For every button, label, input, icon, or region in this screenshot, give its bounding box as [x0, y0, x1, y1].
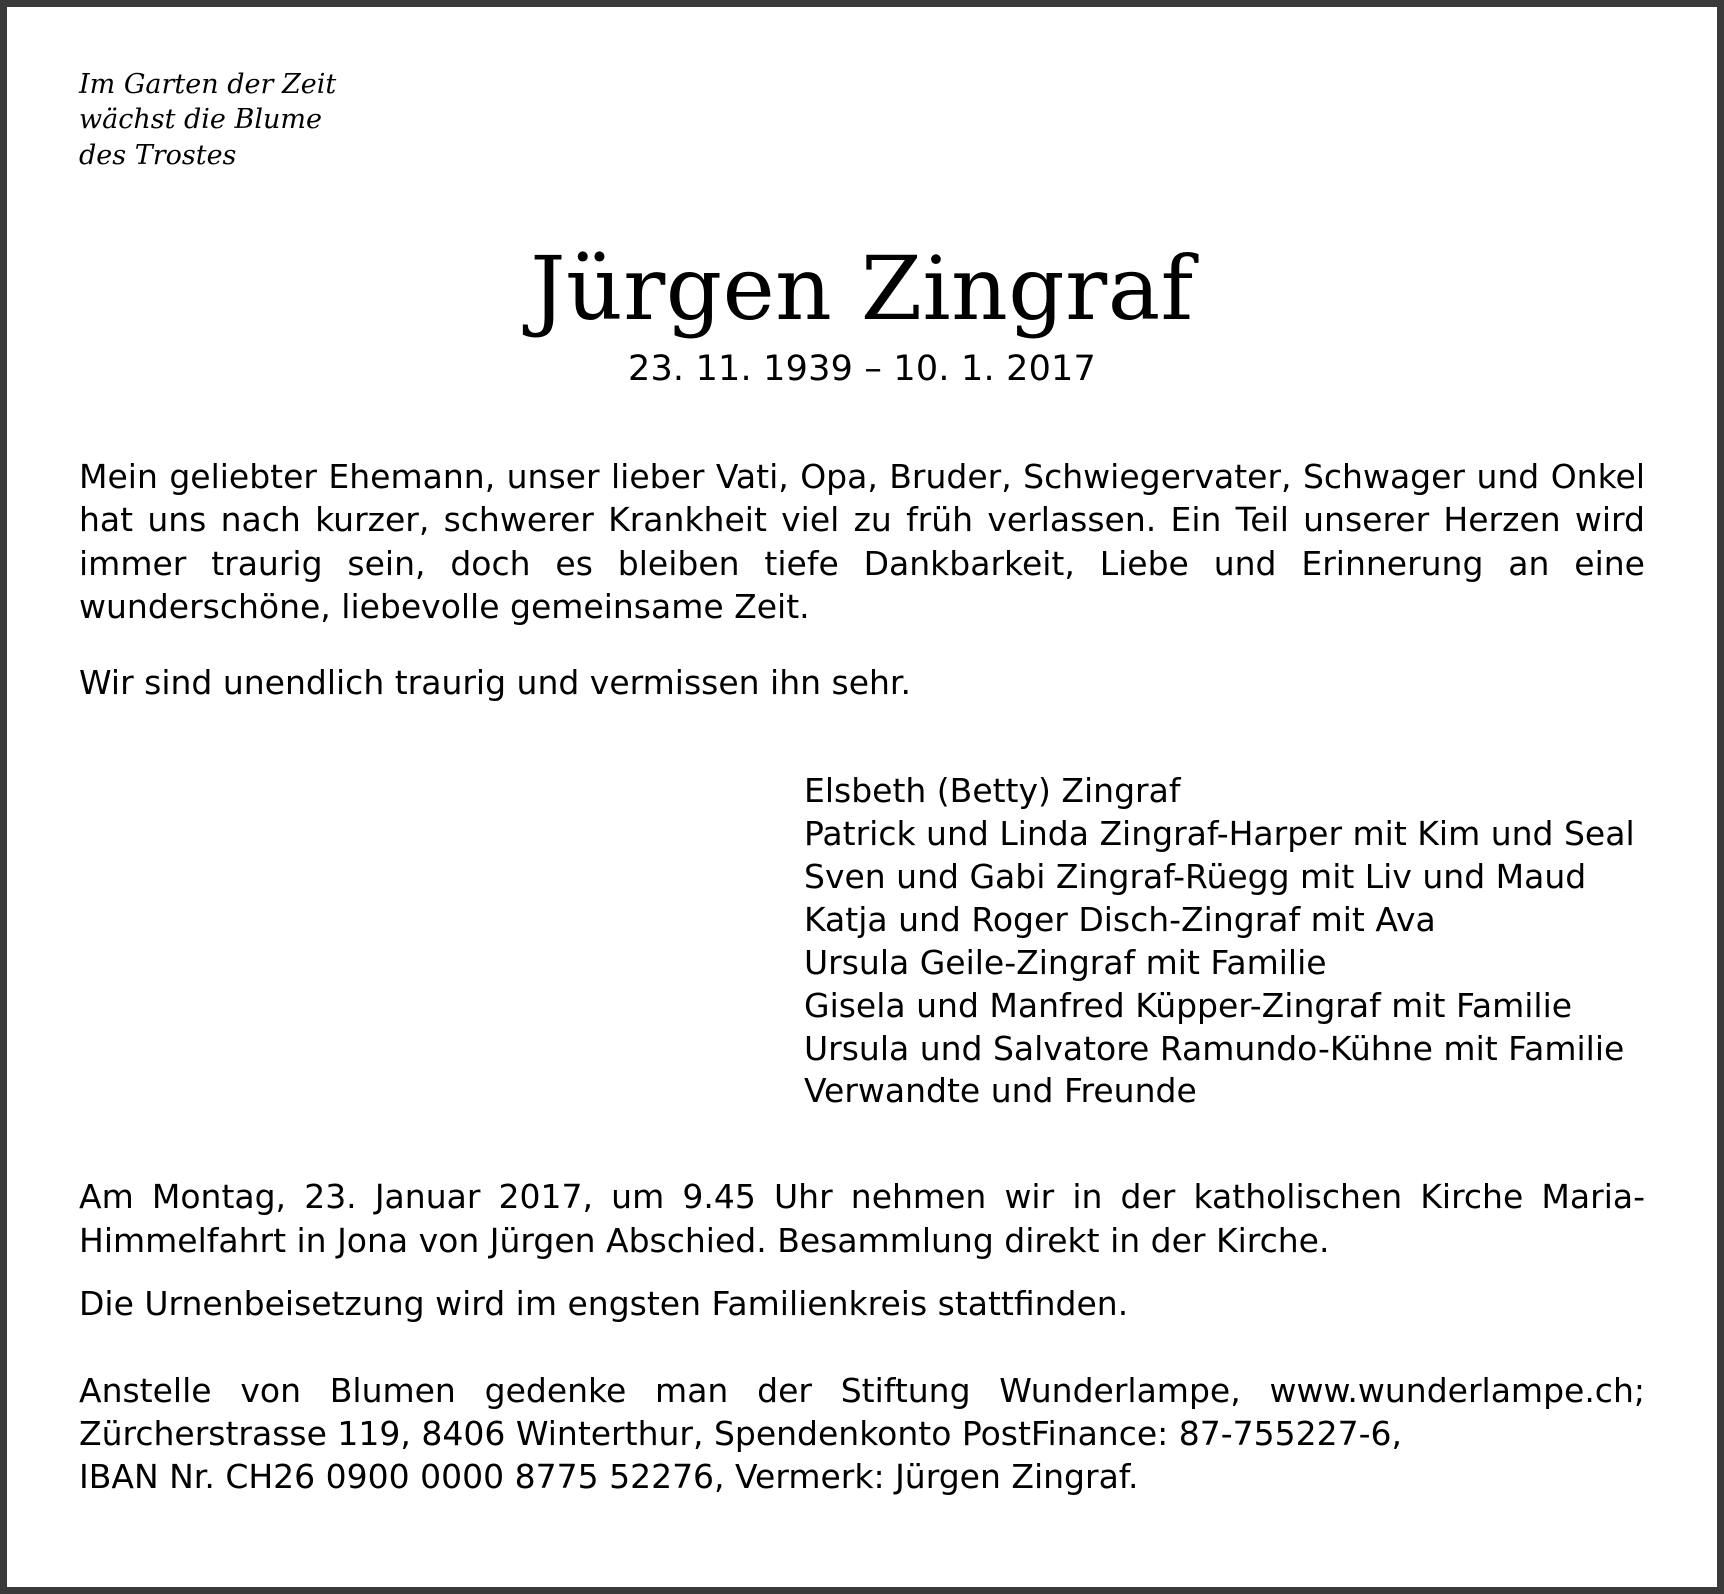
epitaph-verse [79, 67, 1655, 173]
list-item: Katja und Roger Disch-Zingraf mit Ava [804, 899, 1436, 939]
deceased-name: Jürgen Zingraf [530, 237, 1194, 341]
donation-details: Anstelle von Blumen gedenke man der Stiftung Wunderlampe, www.wunderlampe.ch; Zürcherstrasse 119, 8406 Winterthur, Spendenkonto PostFinance: 87-755227-6, [79, 1370, 1645, 1454]
funeral-details: Am Montag, 23. Januar 2017, um 9.45 Uhr nehmen wir in der katholischen Kirche Maria-Himmelfahrt in Jona von Jürgen Abschied. Besammlung direkt in der Kirche. [79, 1177, 1645, 1260]
list-item: Patrick und Linda Zingraf-Harper mit Kim und Seal [804, 814, 1635, 854]
name-block [69, 237, 1655, 390]
memorial-paragraph-1: Mein geliebter Ehemann, unser lieber Vati, Opa, Bruder, Schwiegervater, Schwager und Onkel hat uns nach kurzer, schwerer Krankheit viel zu früh verlassen. Ein Teil unserer Herzen wird immer traurig sein, doch es bleiben tiefe Dankbarkeit, Liebe und Erinnerung an eine wunderschöne, liebevolle gemeinsame Zeit. [79, 457, 1645, 626]
epitaph-line-3: des Trostes [79, 139, 237, 171]
list-item: Elsbeth (Betty) Zingraf [804, 771, 1181, 811]
donation-iban: IBAN Nr. CH26 0900 0000 8775 52276, Vermerk: Jürgen Zingraf. [79, 1457, 1139, 1497]
memorial-paragraph-2: Wir sind unendlich traurig und vermissen ihn sehr. [79, 662, 911, 702]
list-item: Ursula Geile-Zingraf mit Familie [804, 942, 1327, 982]
epitaph-line-1: Im Garten der Zeit [79, 69, 337, 100]
list-item: Ursula und Salvatore Ramundo-Kühne mit Familie [804, 1028, 1625, 1068]
burial-details: Die Urnenbeisetzung wird im engsten Familienkreis stattfinden. [79, 1283, 1129, 1323]
list-item: Sven und Gabi Zingraf-Rüegg mit Liv und Maud [804, 856, 1587, 896]
life-dates: 23. 11. 1939 – 10. 1. 2017 [628, 349, 1096, 390]
list-item: Verwandte und Freunde [804, 1071, 1197, 1111]
list-item: Gisela und Manfred Küpper-Zingraf mit Familie [804, 985, 1573, 1025]
epitaph-line-2: wächst die Blume [79, 104, 322, 136]
survivors-list [804, 770, 1655, 1113]
